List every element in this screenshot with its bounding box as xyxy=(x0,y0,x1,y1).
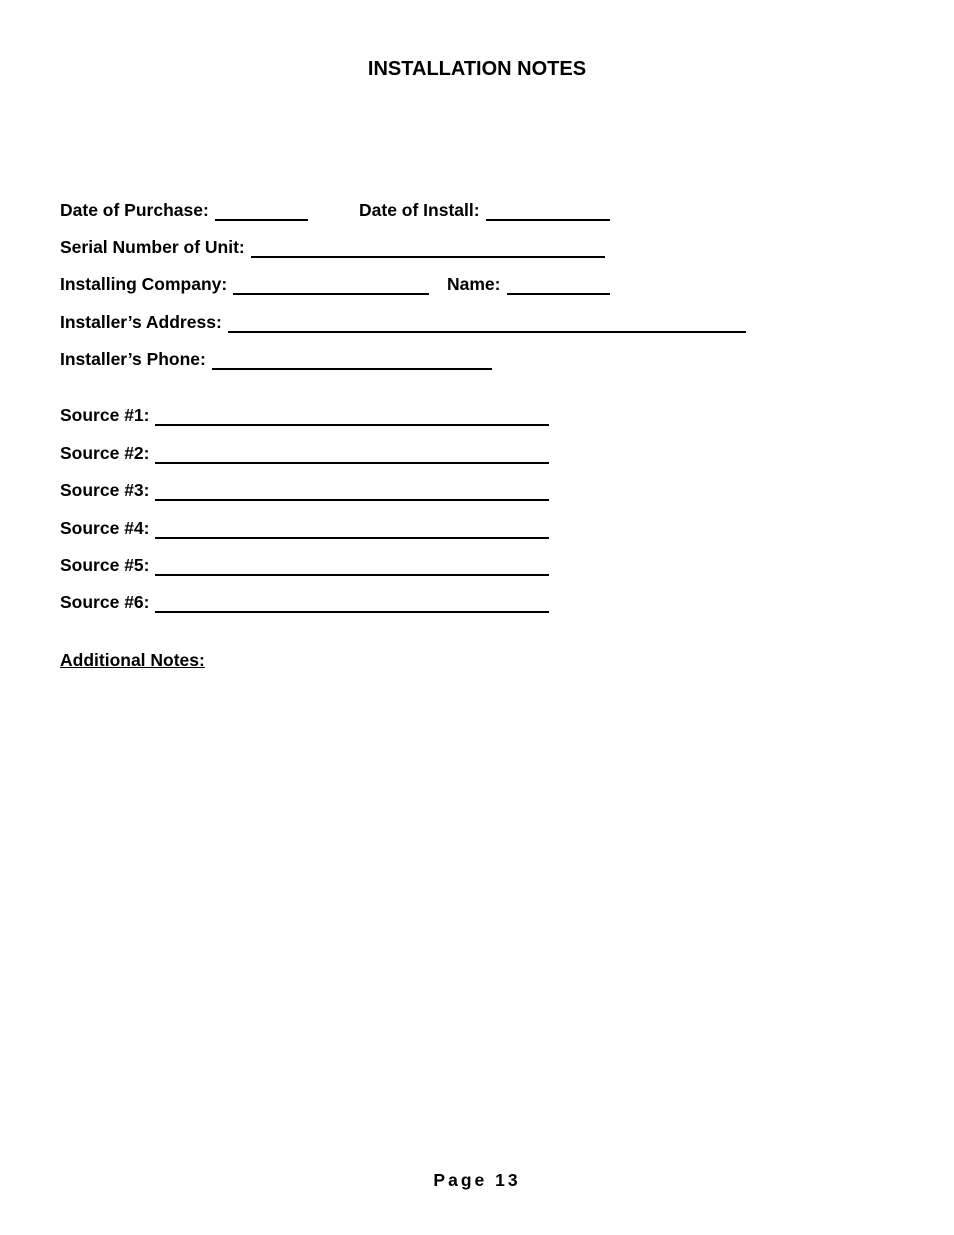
source-1-label: Source #1: xyxy=(60,405,150,425)
additional-notes-heading: Additional Notes: xyxy=(60,650,205,670)
date-of-purchase-field[interactable] xyxy=(60,200,308,220)
source-5-label: Source #5: xyxy=(60,555,150,575)
date-of-install-field[interactable] xyxy=(359,200,610,220)
installer-phone-field[interactable] xyxy=(60,349,492,369)
date-of-purchase-blank[interactable] xyxy=(215,219,308,221)
name-label: Name: xyxy=(447,274,501,294)
installing-company-field[interactable] xyxy=(60,274,429,294)
installer-address-blank[interactable] xyxy=(228,331,746,333)
source-5-field[interactable] xyxy=(60,555,549,575)
installer-address-field[interactable] xyxy=(60,312,746,332)
source-2-label: Source #2: xyxy=(60,443,150,463)
source-2-field[interactable] xyxy=(60,443,549,463)
page-number: Page 13 xyxy=(433,1170,521,1190)
name-field[interactable] xyxy=(447,274,610,294)
source-4-label: Source #4: xyxy=(60,518,150,538)
source-4-field[interactable] xyxy=(60,518,549,538)
source-6-label: Source #6: xyxy=(60,592,150,612)
serial-number-field[interactable] xyxy=(60,237,605,257)
source-6-field[interactable] xyxy=(60,592,549,612)
serial-number-blank[interactable] xyxy=(251,256,605,258)
installer-phone-label: Installer’s Phone: xyxy=(60,349,206,369)
installer-address-label: Installer’s Address: xyxy=(60,312,222,332)
source-4-blank[interactable] xyxy=(155,537,549,539)
source-1-field[interactable] xyxy=(60,405,549,425)
installing-company-blank[interactable] xyxy=(233,293,429,295)
serial-number-label: Serial Number of Unit: xyxy=(60,237,245,257)
source-3-label: Source #3: xyxy=(60,480,150,500)
date-of-install-blank[interactable] xyxy=(486,219,610,221)
name-blank[interactable] xyxy=(507,293,610,295)
page-title: INSTALLATION NOTES xyxy=(367,58,587,80)
installing-company-label: Installing Company: xyxy=(60,274,228,294)
source-6-blank[interactable] xyxy=(155,611,549,613)
source-1-blank[interactable] xyxy=(155,424,549,426)
date-of-purchase-label: Date of Purchase: xyxy=(60,200,209,220)
date-of-install-label: Date of Install: xyxy=(359,200,480,220)
source-2-blank[interactable] xyxy=(155,462,549,464)
source-3-field[interactable] xyxy=(60,480,549,500)
installer-phone-blank[interactable] xyxy=(212,368,492,370)
source-3-blank[interactable] xyxy=(155,499,549,501)
source-5-blank[interactable] xyxy=(155,574,549,576)
